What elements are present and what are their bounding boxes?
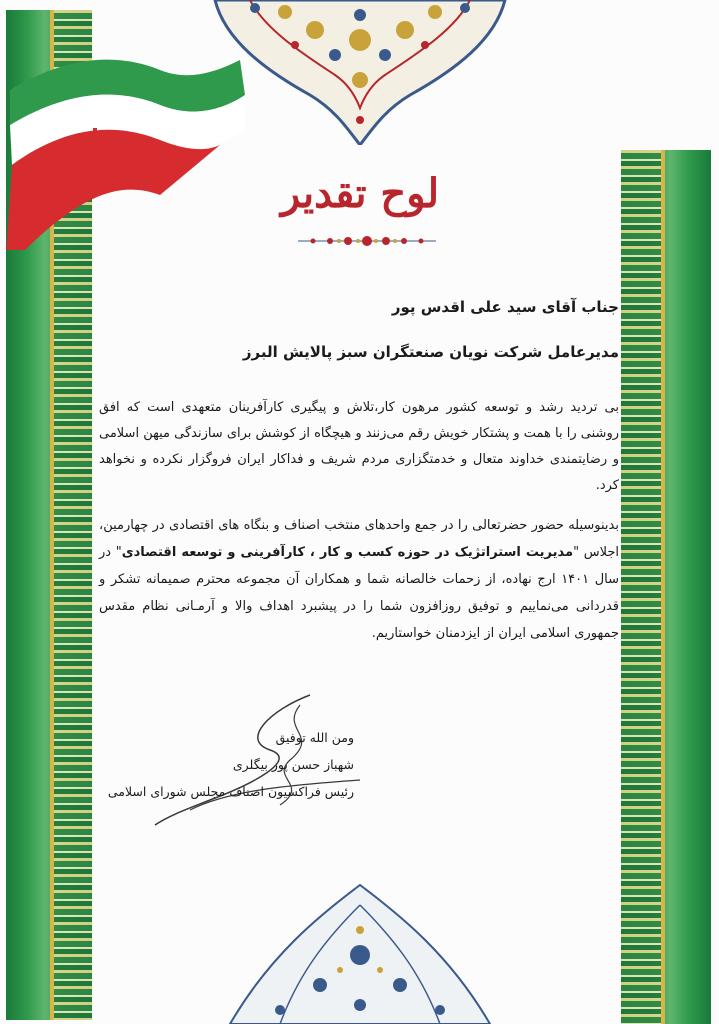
closing-phrase: ومن الله توفیق	[275, 730, 354, 745]
paragraph-conference	[99, 512, 619, 647]
certificate-title: لوح تقدیر	[280, 170, 440, 217]
paragraph-appreciation: بی تردید رشد و توسعه کشور مرهون کار،تلاش و پیگیری کارآفرینان متعهدی است که افق روشنی را با همت و پشتکار خویش رقم می‌زنند و هیچگاه از کوشش برای سازندگی میهن اسلامی و رضایتمندی خداوند متعال و خدمتگزاری مردم شریف و فداکار ایران فروگزار نکرده و نخواهد کرد.	[99, 400, 619, 493]
recipient-position: مدیرعامل شرکت نویان صنعتگران سبز پالایش البرز	[242, 343, 619, 361]
title-flourish-icon	[298, 232, 436, 250]
signer-title: رئیس فراکسیون اصناف مجلس شورای اسلامی	[107, 784, 354, 799]
conference-name: مدیریت استراتژیک در حوزه کسب و کار ، کارآفرینی و توسعه اقتصادی	[121, 545, 574, 560]
paragraph-conference-part1: بدینوسیله حضور حضرتعالی را در جمع واحدهای منتخب اصناف و بنگاه های اقتصادی در چهارمین، اجلاس "	[99, 518, 619, 560]
bottom-ornament-icon	[210, 875, 510, 1024]
islamic-ornament-icon	[195, 0, 525, 145]
addressee: جناب آقای سید علی اقدس پور	[391, 298, 619, 316]
signer-name: شهباز حسن پور بیگلری	[232, 757, 354, 772]
right-ornamental-border	[621, 150, 711, 1024]
paragraph-conference-part2: " در سال ۱۴۰۱ ارج نهاده، از زحمات خالصانه شما و همکاران آن مجموعه محترم صمیمانه تشکر و قدردانی می‌نماییم و توفیق روزافزون شما را در پیشبرد اهداف والا و آرمـانی نظام مقدس جمهوری اسلامی ایران از ایزدمنان خواستاریم.	[99, 545, 620, 641]
